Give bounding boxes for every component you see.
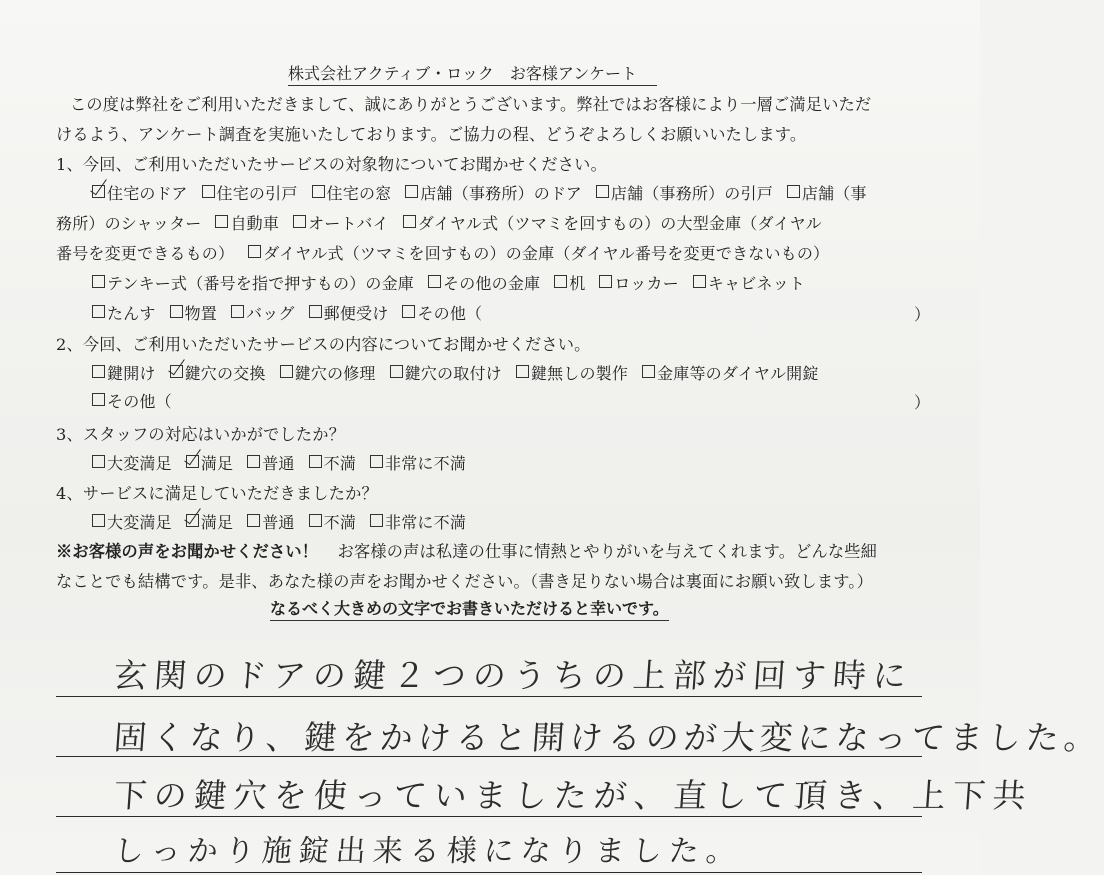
option-label: 住宅のドア	[107, 184, 188, 203]
checkbox-icon[interactable]	[92, 514, 105, 527]
checkbox-icon[interactable]	[247, 455, 260, 468]
checkbox-option[interactable]	[215, 211, 279, 234]
checkbox-icon[interactable]	[370, 455, 383, 468]
checkbox-option[interactable]	[92, 510, 172, 533]
option-label: 番号を変更できるもの）	[56, 244, 235, 263]
q1-options-row-3	[56, 241, 843, 264]
option-label: ダイヤル式（ツマミを回すもの）の大型金庫（ダイヤル	[417, 214, 822, 233]
checkbox-option[interactable]	[186, 510, 233, 533]
checkbox-icon[interactable]	[293, 215, 306, 228]
checkbox-option[interactable]	[280, 361, 376, 384]
option-label: キャビネット	[707, 274, 806, 293]
handwritten-line-4: しっかり施錠出来る様になりました。	[112, 834, 744, 869]
option-label: 店舗（事務所）の引戸	[610, 184, 773, 203]
q4-options	[92, 510, 480, 533]
writing-rule-2	[56, 756, 922, 757]
checkbox-icon[interactable]	[516, 365, 529, 378]
checkbox-option[interactable]	[231, 301, 295, 324]
option-label: 非常に不満	[385, 454, 467, 473]
checkbox-icon[interactable]	[92, 393, 105, 406]
option-label: その他の金庫	[443, 274, 541, 293]
checkbox-option[interactable]	[405, 181, 582, 204]
checkbox-icon[interactable]	[596, 185, 609, 198]
checkbox-icon[interactable]	[309, 514, 322, 527]
checkbox-option[interactable]	[92, 271, 414, 294]
question-2: 2、今回、ご利用いただいたサービスの内容についてお聞かせください。	[56, 335, 591, 354]
checkbox-option[interactable]	[599, 271, 678, 294]
option-label: 普通	[262, 513, 295, 532]
option-label: ロッカー	[614, 274, 679, 293]
checkbox-option[interactable]	[370, 510, 466, 533]
checkbox-icon[interactable]	[247, 514, 260, 527]
checkbox-option[interactable]	[642, 361, 819, 384]
survey-title: 株式会社アクティブ・ロック お客様アンケート	[288, 61, 657, 86]
option-label: オートバイ	[308, 214, 389, 233]
option-label: 満足	[200, 513, 234, 532]
option-label: その他（	[417, 304, 483, 323]
checkbox-icon[interactable]	[215, 215, 228, 228]
handwritten-line-2: 固くなり、鍵をかけると開けるのが大変になってました。	[112, 718, 1104, 757]
voice-intro-line-1	[56, 538, 877, 562]
writing-rule-1	[56, 696, 922, 697]
checkbox-option[interactable]	[92, 451, 172, 474]
checkbox-option[interactable]	[247, 510, 294, 533]
checkbox-option[interactable]	[56, 211, 201, 234]
checkbox-icon[interactable]	[642, 365, 655, 378]
intro-line-1: この度は弊社をご利用いただきまして、誠にありがとうございます。弊社ではお客様により一層ご満足いただ	[70, 95, 872, 114]
option-label: 郵便受け	[323, 304, 389, 323]
checked-checkbox-icon[interactable]	[186, 514, 199, 527]
q2-other-close-paren: ）	[914, 393, 931, 412]
checkbox-icon[interactable]	[428, 275, 441, 288]
checkbox-option[interactable]	[428, 271, 540, 294]
question-4: 4、サービスに満足していただきましたか？	[56, 484, 378, 503]
checkbox-option[interactable]	[309, 301, 389, 324]
option-label: 鍵開け	[107, 364, 156, 383]
checkbox-icon[interactable]	[693, 275, 706, 288]
option-label: 大変満足	[107, 513, 172, 532]
checkbox-option[interactable]	[596, 181, 773, 204]
option-label: 大変満足	[107, 454, 172, 473]
checkbox-icon[interactable]	[402, 305, 415, 318]
checkbox-option[interactable]	[248, 241, 829, 264]
voice-instruction: なるべく大きめの文字でお書きいただけると幸いです。	[270, 596, 669, 621]
checkbox-option[interactable]	[202, 181, 298, 204]
q1-options-row-4	[92, 271, 819, 294]
checkbox-icon[interactable]	[92, 275, 105, 288]
checkbox-option[interactable]	[170, 301, 217, 324]
option-label: その他（	[107, 392, 172, 411]
checkbox-icon[interactable]	[312, 185, 325, 198]
checked-checkbox-icon[interactable]	[170, 365, 183, 378]
option-label: 住宅の引戸	[216, 184, 298, 203]
option-label: 自動車	[230, 214, 280, 233]
q2-options-row-1	[92, 361, 833, 384]
question-1: 1、今回、ご利用いただいたサービスの対象物についてお聞かせください。	[56, 155, 607, 174]
q1-options-row-1	[92, 181, 881, 204]
option-label: 普通	[262, 454, 295, 473]
checkbox-option[interactable]	[309, 510, 356, 533]
checkbox-option[interactable]	[309, 451, 356, 474]
checkbox-icon[interactable]	[248, 245, 261, 258]
checkbox-icon[interactable]	[309, 455, 322, 468]
option-label: 務所）のシャッター	[56, 214, 202, 233]
option-label: テンキー式（番号を指で押すもの）の金庫	[107, 274, 415, 293]
option-label: たんす	[107, 304, 156, 323]
q1-other-close-paren: ）	[914, 305, 931, 324]
checkbox-icon[interactable]	[554, 275, 567, 288]
checkbox-option[interactable]	[92, 301, 156, 324]
checkbox-icon[interactable]	[202, 185, 215, 198]
checkbox-option[interactable]	[170, 361, 266, 384]
checkbox-icon[interactable]	[280, 365, 293, 378]
intro-line-2: けるよう、アンケート調査を実施いたしております。ご協力の程、どうぞよろしくお願いいたします。	[56, 125, 807, 144]
option-label: 鍵穴の交換	[184, 364, 266, 383]
q1-options-row-5	[92, 301, 496, 324]
checkbox-icon[interactable]	[92, 305, 105, 318]
checkbox-option[interactable]	[92, 181, 188, 204]
option-label: 店舗（事	[801, 184, 867, 203]
option-label: ダイヤル式（ツマミを回すもの）の金庫（ダイヤル番号を変更できないもの）	[263, 244, 830, 263]
handwritten-line-1: 玄関のドアの鍵２つのうちの上部が回す時に	[112, 656, 915, 695]
checkbox-option[interactable]	[402, 301, 482, 324]
voice-heading: ※お客様の声をお聞かせください！	[56, 542, 319, 561]
option-label: 不満	[323, 454, 357, 473]
option-label: 非常に不満	[385, 513, 467, 532]
option-label: バッグ	[246, 304, 295, 323]
checkbox-option[interactable]	[693, 271, 805, 294]
checkbox-option[interactable]	[92, 361, 156, 384]
checkbox-icon[interactable]	[390, 365, 403, 378]
option-label: 金庫等のダイヤル開錠	[657, 364, 819, 383]
checkbox-icon[interactable]	[231, 305, 244, 318]
option-label: 机	[569, 274, 586, 293]
checkbox-icon[interactable]	[370, 514, 383, 527]
checkbox-icon[interactable]	[92, 365, 105, 378]
checked-checkbox-icon[interactable]	[186, 455, 199, 468]
checkbox-option[interactable]	[390, 361, 502, 384]
checkbox-icon[interactable]	[170, 305, 183, 318]
voice-text-2: なことでも結構です。是非、あなた様の声をお聞かせください。（書き足りない場合は裏面にお願い致します。）	[56, 572, 873, 591]
checkbox-option[interactable]	[293, 211, 389, 234]
checked-checkbox-icon[interactable]	[92, 185, 105, 198]
q3-options	[92, 451, 480, 474]
checkbox-option[interactable]	[247, 451, 294, 474]
checkbox-icon[interactable]	[309, 305, 322, 318]
option-label: 鍵無しの製作	[530, 364, 629, 383]
checkbox-icon[interactable]	[403, 215, 416, 228]
option-label: 店舗（事務所）のドア	[420, 184, 582, 203]
checkbox-option[interactable]	[186, 451, 233, 474]
checkbox-option[interactable]	[92, 389, 172, 412]
voice-text-1: お客様の声は私達の仕事に情熱とやりがいを与えてくれます。どんな些細	[337, 542, 878, 561]
option-label: 物置	[184, 304, 218, 323]
checkbox-icon[interactable]	[405, 185, 418, 198]
question-3: 3、スタッフの対応はいかがでしたか？	[56, 425, 346, 444]
option-label: 鍵穴の修理	[294, 364, 376, 383]
checkbox-option[interactable]	[516, 361, 628, 384]
option-label: 住宅の窓	[326, 184, 392, 203]
writing-rule-4	[56, 872, 922, 873]
checkbox-option[interactable]	[312, 181, 392, 204]
checkbox-option[interactable]	[403, 211, 822, 234]
checkbox-option[interactable]	[554, 271, 585, 294]
q1-options-row-2	[56, 211, 836, 234]
checkbox-option[interactable]	[370, 451, 466, 474]
checkbox-icon[interactable]	[599, 275, 612, 288]
checkbox-icon[interactable]	[92, 455, 105, 468]
option-label: 満足	[200, 454, 234, 473]
checkbox-icon[interactable]	[787, 185, 800, 198]
option-label: 鍵穴の取付け	[404, 364, 502, 383]
handwritten-line-3: 下の鍵穴を使っていましたが、直して頂き、上下共	[112, 776, 1034, 815]
q2-options-row-2	[92, 389, 186, 412]
option-label: 不満	[323, 513, 357, 532]
writing-rule-3	[56, 816, 922, 817]
checkbox-option[interactable]	[56, 241, 234, 264]
checkbox-option[interactable]	[787, 181, 867, 204]
